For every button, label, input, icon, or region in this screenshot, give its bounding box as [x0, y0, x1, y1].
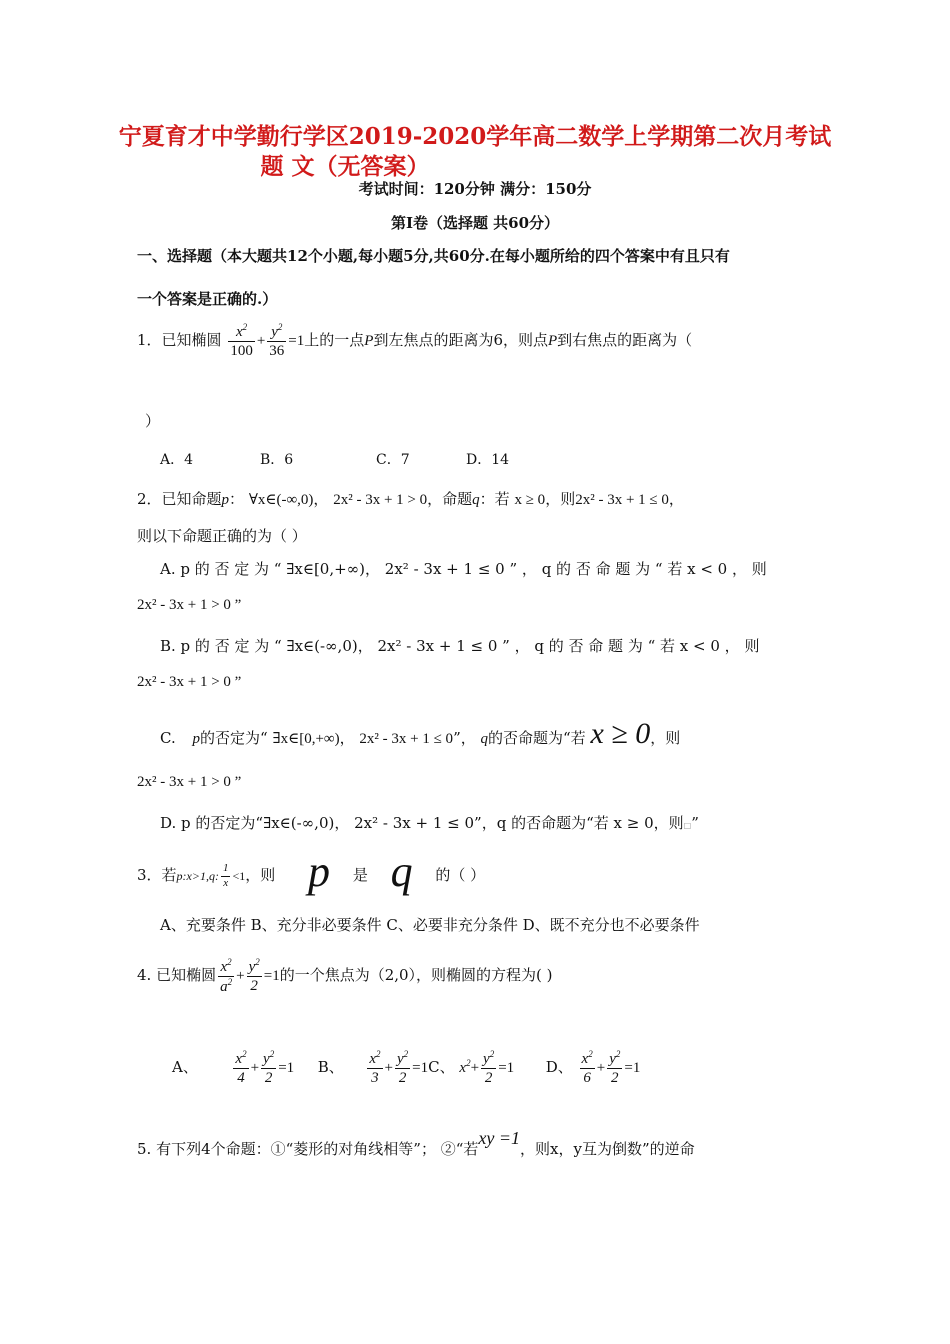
q2-d-end: ” — [691, 814, 699, 832]
q2-d-tiny-formula-icon: □ — [683, 821, 692, 830]
q4-text: 的一个焦点为（2,0），则椭圆的方程为( ) — [279, 966, 553, 984]
q3-fraction — [221, 862, 231, 889]
q1-fraction-x: $\frac{x^2}{100}$ — [230, 322, 253, 359]
q1-option-b: B．6 — [260, 452, 294, 468]
q4-option-a-label: A、 — [172, 1058, 198, 1076]
q2-c-text3: 的否命题为“若 — [488, 729, 586, 747]
q4-option-d-frac2: $\frac{y^2}{2}$ — [609, 1049, 621, 1086]
q4-equals: =1 — [263, 968, 280, 984]
q1-fraction-y: $\frac{y^2}{36}$ — [269, 322, 285, 359]
q3-x: x — [223, 876, 229, 889]
q4-option-c-d2: 2 — [484, 1070, 493, 1086]
q1-close-paren: ） — [145, 412, 161, 430]
q4-fraction-x: $\frac{x^2}{a^2}$ — [220, 956, 233, 995]
q1-point-p2: P — [548, 333, 558, 349]
q4-option-d-label: D、 — [545, 1058, 573, 1076]
q3-options: A、充要条件 B、充分非必要条件 C、必要非充分条件 D、既不充分也不必要条件 — [160, 916, 700, 934]
q1-option-d: D．14 — [466, 452, 510, 468]
q2-if: ：若 — [479, 490, 510, 508]
q4-option-b-frac1: $\frac{x^2}{3}$ — [369, 1049, 381, 1086]
q2-xge0: x ≥ 0 — [514, 492, 546, 508]
q2-then: ，则 — [545, 490, 576, 508]
q4-den-a: a — [220, 978, 228, 995]
question-4: 4. 已知椭圆 $\frac{x^2}{a^2}$ + $\frac{y^2}{2}$ =1的一个焦点为（2,0），则椭圆的方程为( ) — [137, 956, 553, 995]
document-title-line2: 题 文（无答案） — [260, 153, 430, 180]
question-2-line1 — [137, 488, 684, 509]
q2-p: p — [221, 492, 230, 508]
q5-xy: xy =1 — [478, 1128, 521, 1148]
q2-c-then: ，则 — [650, 729, 681, 747]
q2-q: q — [472, 492, 480, 508]
q4-option-a-frac2: $\frac{y^2}{2}$ — [263, 1049, 275, 1086]
q4-options: A、 $\frac{x^2}{4}$ + $\frac{y^2}{2}$ =1 B、 $\frac{x^2}{3}$ + $\frac{y^2}{2}$ =1C、 $x^2+$ $\frac{y^2}{2}$ =1 D、 $\frac{x^2}{6}$ + $\frac{y^2}{2}$ =1 — [172, 1049, 641, 1086]
q3-big-p: p — [308, 847, 331, 896]
q4-option-b-frac2: $\frac{y^2}{2}$ — [396, 1049, 409, 1086]
q2-option-a-line1: A. p 的 否 定 为 “ ∃x∈[0,+∞)， 2x² - 3x + 1 ≤ 0 ” ， q 的 否 命 题 为 “ 若 x < 0 ， 则 — [160, 560, 767, 578]
q2-option-a-line2: 2x² - 3x + 1 > 0 ” — [137, 597, 242, 613]
q3-prefix: 3．若 — [137, 866, 177, 884]
q2-line2: 则以下命题正确的为（ ） — [137, 527, 307, 545]
q2-mid: ，命题 — [427, 490, 473, 508]
q3-of: 的（ ） — [435, 866, 486, 884]
q5-text1: 5. 有下列4个命题：①“菱形的对角线相等”； ②“若 — [137, 1140, 479, 1158]
q1-text3: 到右焦点的距离为（ — [557, 331, 693, 349]
q2-c-text2: ”， — [453, 729, 476, 747]
q1-equals: =1 — [288, 333, 305, 349]
q4-option-d-d1: 6 — [583, 1070, 591, 1086]
q2-option-b-line2: 2x² - 3x + 1 > 0 ” — [137, 674, 242, 690]
q3-big-q: q — [390, 847, 413, 896]
q2-c-exists: ∃x∈[0,+∞)， — [272, 731, 355, 747]
q1-text: 上的一点 — [304, 331, 365, 349]
q2-c-text1: 的否定为“ — [200, 729, 268, 747]
q4-option-c-label: C、 — [428, 1058, 455, 1076]
q1-x: x — [235, 324, 243, 340]
question-3 — [137, 848, 485, 896]
q2-c-label: C. — [160, 729, 176, 747]
q2-prefix: 2．已知命题 — [137, 490, 222, 508]
q4-fraction-y: $\frac{y^2}{2}$ — [248, 957, 260, 994]
q2-c-ineq: 2x² - 3x + 1 ≤ 0 — [359, 731, 454, 747]
q1-option-a: A．4 — [160, 452, 194, 468]
q2-d-text: D. p 的否定为“∃x∈(-∞,0)， 2x² - 3x + 1 ≤ 0”，q 的否命题为“若 x ≥ 0，则 — [160, 814, 684, 832]
q2-c-big-condition: x ≥ 0 — [590, 717, 651, 750]
q2-forall: ∀x∈(-∞,0)， — [248, 492, 329, 508]
q4-option-d-d2: 2 — [611, 1070, 619, 1086]
q4-option-c-frac: $\frac{y^2}{2}$ — [483, 1049, 495, 1086]
q4-option-b-d2: 2 — [398, 1070, 407, 1086]
q4-option-b-label: B、 — [317, 1058, 344, 1076]
q4-den-2: 2 — [250, 978, 258, 994]
exam-info: 考试时间：120分钟 满分：150分 — [358, 180, 592, 198]
q2-option-c-line1 — [160, 714, 680, 754]
q4-prefix: 4. 已知椭圆 — [137, 966, 217, 984]
q3-then: ，则 — [245, 866, 276, 884]
document-title-line1: 宁夏育才中学勤行学区2019-2020学年高二数学上学期第二次月考试 — [118, 123, 832, 150]
section-heading-line2: 一个答案是正确的.） — [137, 290, 278, 308]
q2-ineq2: 2x² - 3x + 1 ≤ 0， — [575, 492, 684, 508]
q2-c-p: p — [192, 731, 200, 747]
q2-c-q: q — [480, 731, 489, 747]
q3-cond: p:x>1,q: — [176, 869, 219, 883]
q3-is: 是 — [352, 866, 368, 884]
q4-option-a-d1: 4 — [237, 1070, 245, 1086]
q1-point-p: P — [364, 333, 374, 349]
section-heading-line1: 一、选择题（本大题共12个小题,每小题5分,共60分.在每小题所给的四个答案中有且只有 — [137, 247, 730, 265]
q2-option-c-line2: 2x² - 3x + 1 > 0 ” — [137, 774, 242, 790]
q2-colon: ： — [229, 490, 245, 508]
q1-den-36: 36 — [269, 343, 285, 359]
q4-option-a-frac1: $\frac{x^2}{4}$ — [235, 1049, 247, 1086]
q1-prefix: 1．已知椭圆 — [137, 331, 222, 349]
q1-den-100: 100 — [230, 343, 253, 359]
question-1: 1．已知椭圆 $\frac{x^2}{100}$ + $\frac{y^2}{36}$ =1上的一点P到左焦点的距离为6，则点P到右焦点的距离为（ — [137, 322, 693, 359]
q1-option-c: C．7 — [376, 452, 410, 468]
part-title: 第Ⅰ卷（选择题 共60分） — [390, 214, 560, 232]
q2-option-d — [160, 812, 699, 833]
q1-y: y — [271, 324, 278, 340]
q3-one: 1 — [221, 862, 231, 876]
q5-text2: ，则x，y互为倒数”的逆命 — [520, 1140, 695, 1158]
question-5 — [137, 1118, 695, 1158]
q4-option-b-d1: 3 — [371, 1070, 379, 1086]
q1-text2: 到左焦点的距离为6，则点 — [373, 331, 548, 349]
q4-option-d-frac1: $\frac{x^2}{6}$ — [581, 1049, 593, 1086]
q3-lt1: <1 — [232, 869, 246, 883]
q2-ineq1: 2x² - 3x + 1 > 0 — [333, 492, 428, 508]
q4-option-a-d2: 2 — [264, 1070, 273, 1086]
q2-option-b-line1: B. p 的 否 定 为 “ ∃x∈(-∞,0)， 2x² - 3x + 1 ≤ 0 ” ， q 的 否 命 题 为 “ 若 x < 0 ， 则 — [160, 637, 760, 655]
